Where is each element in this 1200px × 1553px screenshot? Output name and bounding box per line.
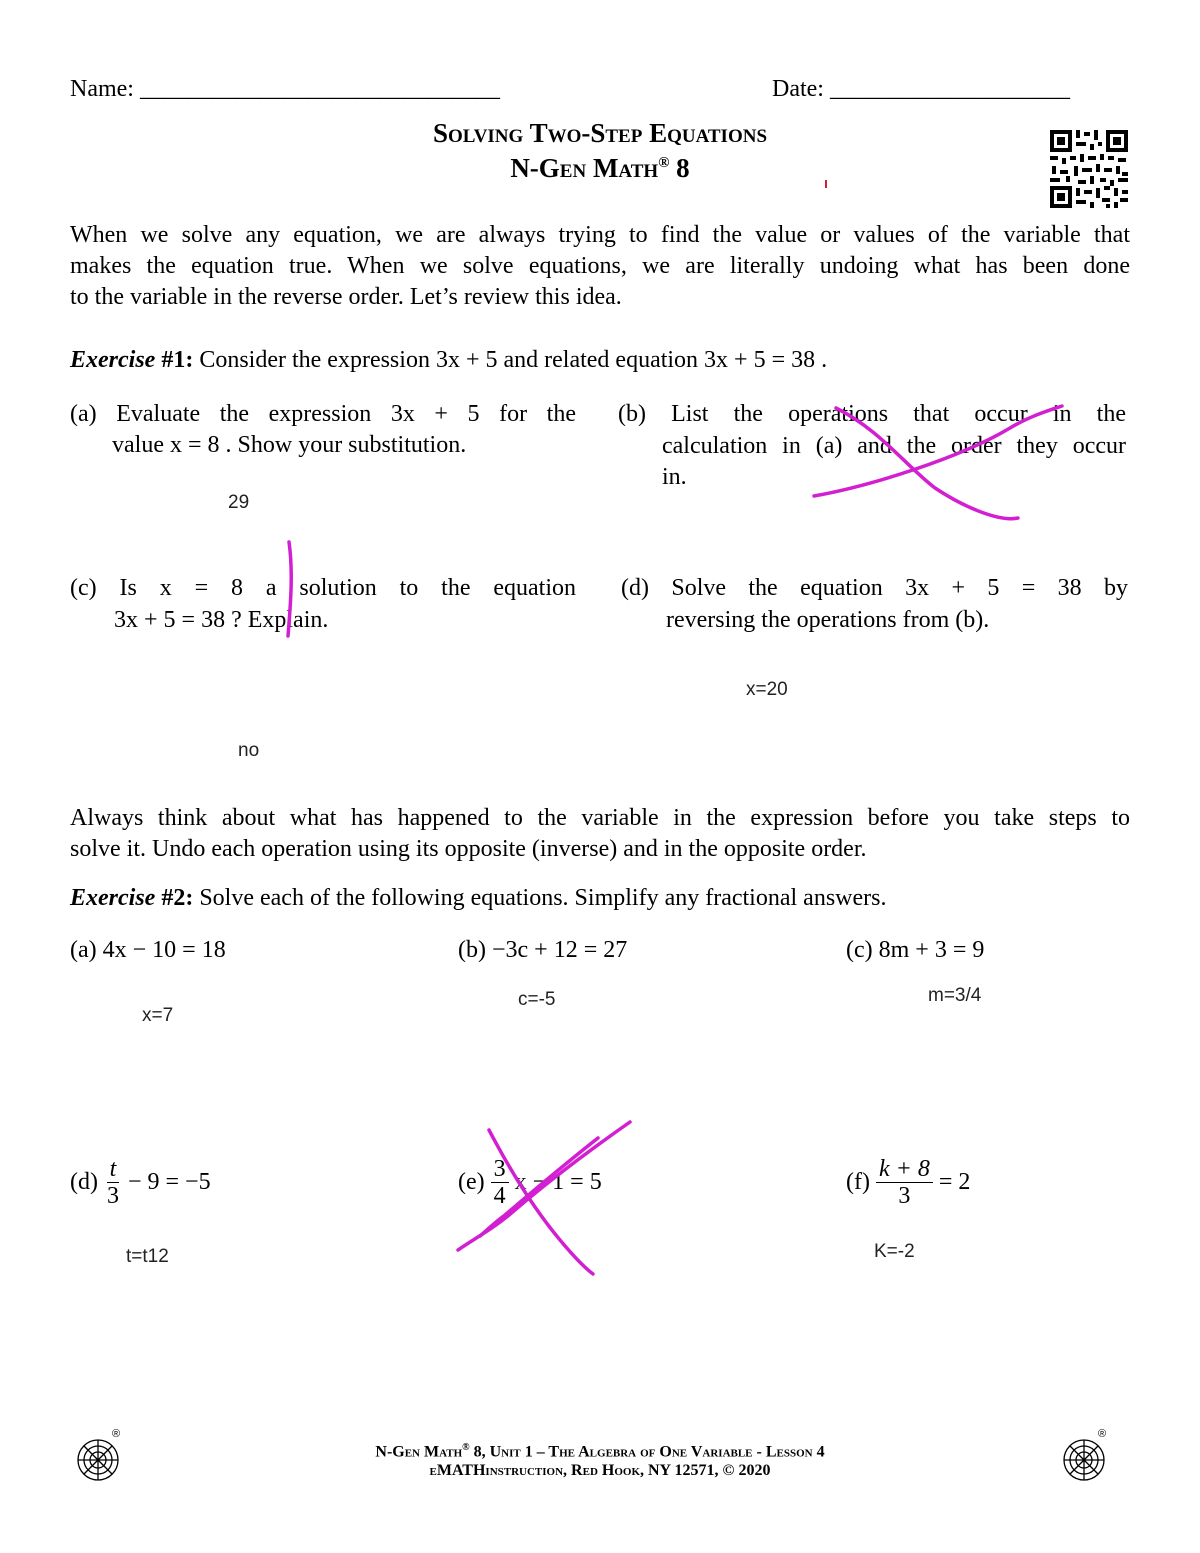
- ex2-part-d-label: (d): [70, 1169, 98, 1195]
- ex2-part-f-numerator: k + 8: [876, 1156, 933, 1183]
- ex2-part-e-rest: x − 1 = 5: [514, 1169, 602, 1195]
- exercise2-text: Solve each of the following equations. Simplify any fractional answers.: [193, 885, 887, 911]
- ex1-part-c-line-2: 3x + 5 = 38 ? Explain.: [114, 607, 329, 633]
- exercise1-text: Consider the expression 3x + 5 and related equation 3x + 5 = 38 .: [193, 347, 828, 373]
- name-label: Name:: [70, 76, 134, 102]
- pen-stroke-e-cross-3: [480, 1138, 598, 1236]
- middle-line-1: Always think about what has happened to the variable in the expression before you take steps to: [70, 805, 1130, 831]
- ex1-part-d-line-1: (d) Solve the equation 3x + 5 = 38 by: [621, 575, 1128, 601]
- exercise1-label: Exercise: [70, 347, 156, 373]
- ex2-part-a-answer: x=7: [142, 1005, 174, 1026]
- exercise2-label: Exercise: [70, 885, 156, 911]
- name-blank: ______________________________: [139, 76, 500, 102]
- ex1-part-a-answer: 29: [228, 492, 250, 513]
- page-subtitle: N-Gen Math® 8: [510, 153, 690, 183]
- ex1-part-a-line-1: (a) Evaluate the expression 3x + 5 for the: [70, 401, 576, 427]
- ex2-part-a-equation: 4x − 10 = 18: [102, 937, 226, 963]
- right-logo-reg: ®: [1098, 1428, 1107, 1440]
- intro-line-1: When we solve any equation, we are always trying to find the value or values of the variable that: [70, 222, 1130, 248]
- page-title: Solving Two-Step Equations: [432, 118, 768, 148]
- ex2-part-c-equation: 8m + 3 = 9: [878, 937, 985, 963]
- ex2-part-b-answer: c=-5: [518, 989, 556, 1010]
- ex1-part-c-line-1: (c) Is x = 8 a solution to the equation: [70, 575, 576, 601]
- intro-line-2: makes the equation true. When we solve equations, we are literally undoing what has been done: [70, 253, 1130, 279]
- ex2-part-b-label: (b): [458, 937, 486, 963]
- ex2-part-e-label: (e): [458, 1169, 485, 1195]
- ex1-part-a-line-2: value x = 8 . Show your substitution.: [112, 432, 467, 458]
- ex1-part-c-answer: no: [238, 740, 260, 761]
- pen-dot: [825, 180, 827, 188]
- ex2-part-d-answer: t=t12: [126, 1246, 169, 1267]
- exercise2-number: #2:: [161, 885, 194, 911]
- ex2-part-e-denominator: 4: [493, 1183, 506, 1209]
- ex2-part-c-answer: m=3/4: [928, 985, 982, 1006]
- ex2-part-b-equation: −3c + 12 = 27: [491, 937, 628, 963]
- ex1-part-b-line-1: (b) List the operations that occur in the: [618, 401, 1126, 427]
- ex2-part-f-label: (f): [846, 1169, 870, 1195]
- intro-line-3: to the variable in the reverse order. Let’s review this idea.: [70, 284, 622, 310]
- pen-stroke-b-cross-1: [814, 406, 1062, 496]
- footer-line-1: N-Gen Math® 8, Unit 1 – The Algebra of One Variable - Lesson 4: [375, 1442, 825, 1461]
- pen-stroke-c-vertical: [288, 542, 291, 636]
- ex1-part-d-line-2: reversing the operations from (b).: [666, 607, 990, 633]
- ex2-part-a-label: (a): [70, 937, 97, 963]
- ex2-part-d-denominator: 3: [106, 1183, 119, 1209]
- middle-line-2: solve it. Undo each operation using its opposite (inverse) and in the opposite order.: [70, 836, 867, 862]
- footer-line-2: eMATHinstruction, Red Hook, NY 12571, © 2020: [429, 1462, 771, 1479]
- left-logo-reg: ®: [112, 1428, 121, 1440]
- ex2-part-f-answer: K=-2: [874, 1241, 915, 1262]
- ex2-part-f-denominator: 3: [898, 1183, 911, 1209]
- exercise1-number: #1:: [161, 347, 194, 373]
- ex2-part-d-rest: − 9 = −5: [127, 1169, 211, 1195]
- ex1-part-b-line-3: in.: [662, 464, 687, 490]
- ex2-part-f-rest: = 2: [938, 1169, 971, 1195]
- ex2-part-d-numerator: t: [107, 1156, 120, 1183]
- date-blank: ____________________: [829, 76, 1070, 102]
- pen-stroke-e-cross-1: [489, 1130, 593, 1274]
- date-label: Date:: [772, 76, 824, 102]
- ex1-part-d-answer: x=20: [746, 679, 788, 700]
- ex2-part-c-label: (c): [846, 937, 873, 963]
- ex1-part-b-line-2: calculation in (a) and the order they occur: [662, 433, 1126, 459]
- ex2-part-e-numerator: 3: [491, 1156, 509, 1183]
